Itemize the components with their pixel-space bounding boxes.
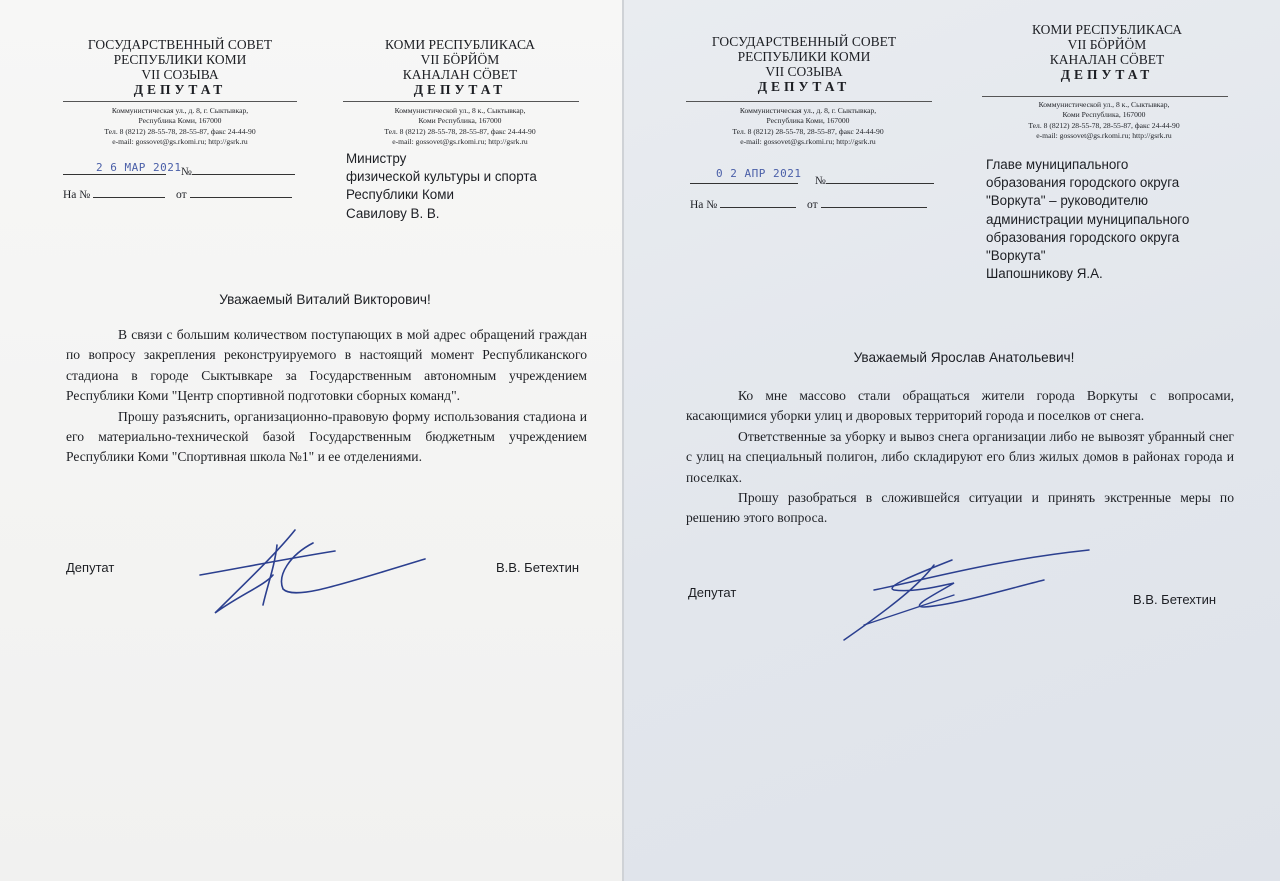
body-paragraph: Прошу разобраться в сложившейся ситуации и принять экстренные меры по решению этого вопроса. bbox=[686, 489, 1234, 526]
number-label: № bbox=[180, 166, 192, 178]
letterhead-line: ГОСУДАРСТВЕННЫЙ СОВЕТ bbox=[87, 37, 273, 52]
outgoing-number-line bbox=[690, 173, 934, 187]
signature-name: В.В. Бетехтин bbox=[1133, 592, 1217, 607]
address-line: Коми Республика, 167000 bbox=[1062, 110, 1146, 120]
addressee-line: "Воркута" bbox=[986, 248, 1046, 264]
reference-date-label: от bbox=[807, 199, 818, 211]
addressee-line: администрации муниципального bbox=[986, 211, 1190, 227]
address-block-russian bbox=[60, 106, 300, 147]
body-paragraph: Ответственные за уборку и вывоз снега организации либо не вывозят убранный снег с улиц на специальный полигон, либо складируют его близ жилых домов в районах города и поселках. bbox=[686, 428, 1234, 485]
letterhead-line: VII СОЗЫВА bbox=[765, 64, 843, 80]
signature-role: Депутат bbox=[66, 560, 115, 575]
letterhead-line: КОМИ РЕСПУБЛИКАСА bbox=[384, 37, 536, 52]
address-line: Коммунистической ул., 8 к., Сыктывкар, bbox=[1038, 100, 1170, 109]
address-line: e-mail: gossovet@gs.rkomi.ru; http://gsrk.ru bbox=[112, 136, 248, 146]
letterhead-rule bbox=[343, 101, 579, 102]
letter-page-right bbox=[624, 0, 1280, 881]
reference-line bbox=[690, 197, 927, 211]
letter-body bbox=[66, 325, 587, 468]
addressee-line: "Воркута" – руководителю bbox=[986, 193, 1149, 209]
reference-date-label: от bbox=[176, 189, 187, 201]
address-line: Тел. 8 (8212) 28-55-78, 28-55-87, факс 24-44-90 bbox=[104, 126, 256, 136]
addressee-line: образования городского округа bbox=[986, 229, 1180, 245]
letterhead-russian bbox=[684, 34, 924, 94]
letterhead-title: ДЕПУТАТ bbox=[413, 82, 507, 98]
address-block-komi bbox=[984, 100, 1224, 141]
letterhead-line: РЕСПУБЛИКИ КОМИ bbox=[737, 49, 871, 65]
body-paragraph: В связи с большим количеством поступающих в мой адрес обращений граждан по вопросу закрепления реконструируемого в настоящий момент Республиканского стадиона в городе Сыктывкаре за Государственным автономным учреждением Республики Коми "Центр спортивной подготовки сборных команд". bbox=[66, 327, 587, 404]
greeting: Уважаемый Виталий Викторович! bbox=[219, 292, 431, 307]
reference-line bbox=[63, 187, 292, 201]
addressee-line: физической культуры и спорта bbox=[346, 169, 537, 185]
letterhead-komi bbox=[340, 37, 580, 97]
addressee-line: Главе муниципального bbox=[986, 157, 1129, 172]
date-stamp: 2 6 МАР 2021 bbox=[96, 161, 182, 174]
letterhead-rule bbox=[63, 101, 297, 102]
outgoing-number-line bbox=[63, 164, 295, 178]
address-line: Республика Коми, 167000 bbox=[138, 116, 222, 126]
address-line: Тел. 8 (8212) 28-55-78, 28-55-87, факс 24-44-90 bbox=[732, 126, 884, 136]
addressee-line: Шапошникову Я.А. bbox=[986, 266, 1103, 282]
addressee-block bbox=[346, 150, 596, 223]
address-line: Коммунистической ул., 8 к., Сыктывкар, bbox=[394, 106, 526, 115]
address-line: Коммунистическая ул., д. 8, г. Сыктывкар, bbox=[739, 106, 877, 115]
letterhead-line: РЕСПУБЛИКИ КОМИ bbox=[113, 52, 247, 68]
address-line: e-mail: gossovet@gs.rkomi.ru; http://gsrk.ru bbox=[392, 136, 528, 146]
body-paragraph: Прошу разъяснить, организационно-правовую форму использования стадиона и его материально-технической базой Государственным бюджетным учреждением Республики Коми "Спортивная школа №1" и ее отделениями. bbox=[66, 408, 587, 465]
signature-name: В.В. Бетехтин bbox=[496, 560, 580, 575]
handwritten-signature bbox=[834, 545, 1094, 645]
number-label: № bbox=[814, 175, 826, 187]
body-paragraph: Ко мне массово стали обращаться жители города Воркуты с вопросами, касающимися уборки улиц и дворовых территорий города и поселков от снега. bbox=[686, 388, 1234, 424]
addressee-block bbox=[986, 156, 1266, 284]
signature-role: Депутат bbox=[688, 585, 737, 600]
address-line: Тел. 8 (8212) 28-55-78, 28-55-87, факс 24-44-90 bbox=[384, 126, 536, 136]
letterhead-line: КАНАЛАН СӦВЕТ bbox=[1049, 52, 1165, 68]
address-block-komi bbox=[340, 106, 580, 147]
letterhead-title: ДЕПУТАТ bbox=[133, 82, 227, 98]
address-line: Республика Коми, 167000 bbox=[766, 116, 850, 126]
addressee-line: Республики Коми bbox=[346, 187, 454, 203]
address-line: e-mail: gossovet@gs.rkomi.ru; http://gsrk.ru bbox=[1036, 130, 1172, 140]
letterhead-rule bbox=[982, 96, 1228, 97]
greeting: Уважаемый Ярослав Анатольевич! bbox=[853, 350, 1075, 365]
letterhead-line: КАНАЛАН СӦВЕТ bbox=[402, 67, 518, 83]
address-line: Коми Республика, 167000 bbox=[418, 116, 502, 126]
addressee-line: образования городского округа bbox=[986, 175, 1180, 191]
addressee-line: Савилову В. В. bbox=[346, 205, 440, 221]
date-stamp: 0 2 АПР 2021 bbox=[716, 167, 802, 180]
reference-number-label: На № bbox=[63, 189, 91, 201]
letterhead-line: ГОСУДАРСТВЕННЫЙ СОВЕТ bbox=[711, 34, 897, 49]
letterhead-russian bbox=[60, 37, 300, 97]
reference-number-label: На № bbox=[690, 199, 718, 211]
address-line: e-mail: gossovet@gs.rkomi.ru; http://gsrk.ru bbox=[740, 136, 876, 146]
letterhead-komi bbox=[987, 22, 1227, 82]
letterhead-rule bbox=[686, 101, 932, 102]
letterhead-title: ДЕПУТАТ bbox=[1060, 67, 1154, 83]
handwritten-signature bbox=[195, 525, 430, 620]
letter-body bbox=[686, 386, 1234, 529]
letterhead-line: VII БӦРЙӦМ bbox=[1067, 37, 1147, 53]
letterhead-line: КОМИ РЕСПУБЛИКАСА bbox=[1031, 22, 1183, 37]
address-line: Тел. 8 (8212) 28-55-78, 28-55-87, факс 24-44-90 bbox=[1028, 120, 1180, 130]
address-block-russian bbox=[688, 106, 928, 147]
addressee-line: Министру bbox=[346, 151, 407, 166]
letterhead-title: ДЕПУТАТ bbox=[757, 79, 851, 95]
address-line: Коммунистическая ул., д. 8, г. Сыктывкар, bbox=[111, 106, 249, 115]
letterhead-line: VII СОЗЫВА bbox=[141, 67, 219, 83]
letterhead-line: VII БӦРЙӦМ bbox=[420, 52, 500, 68]
letter-page-left bbox=[0, 0, 622, 881]
